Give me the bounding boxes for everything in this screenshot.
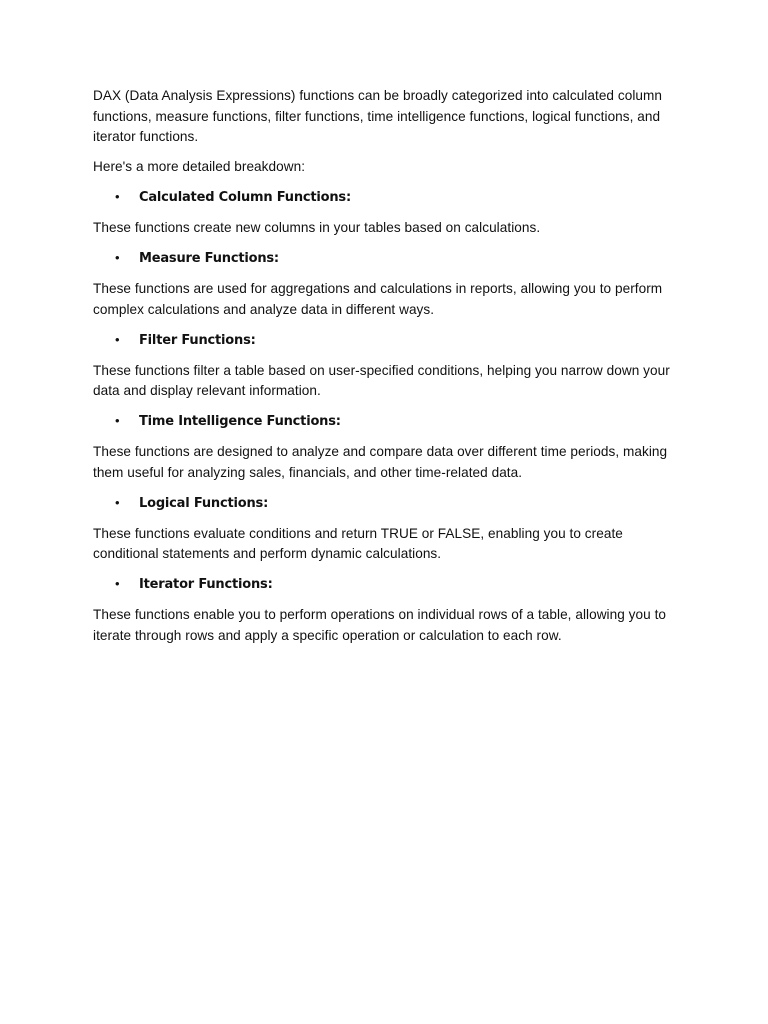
- bullet-icon: •: [115, 250, 120, 265]
- document-page: [93, 86, 683, 656]
- bullet-icon: •: [115, 331, 120, 347]
- section-bullet-logical: [93, 493, 683, 515]
- section-title: Filter Functions:: [139, 332, 256, 348]
- section-description: These functions enable you to perform operations on individual rows of a table, allowing you to iterate through rows and apply a specific operation or calculation to each row.: [93, 607, 667, 643]
- section-bullet-calculated-column: [93, 187, 683, 209]
- section-title: Measure Functions:: [139, 251, 279, 266]
- section-bullet-iterator: [93, 574, 683, 596]
- bullet-icon: •: [115, 576, 120, 591]
- bullet-icon: •: [115, 413, 120, 428]
- section-description: These functions evaluate conditions and return TRUE or FALSE, enabling you to create conditional statements and perform dynamic calculations.: [93, 525, 623, 561]
- section-title: Calculated Column Functions:: [139, 190, 351, 205]
- breakdown-heading: Here's a more detailed breakdown:: [93, 159, 306, 174]
- intro-paragraph: DAX (Data Analysis Expressions) functions can be broadly categorized into calculated column functions, measure functions, filter functions, time intelligence functions, logical functions, and iterator functions.: [93, 88, 662, 144]
- section-description: These functions filter a table based on user-specified conditions, helping you narrow down your data and display relevant information.: [93, 362, 670, 398]
- section-bullet-time-intelligence: [93, 411, 683, 433]
- section-title: Iterator Functions:: [139, 577, 273, 592]
- bullet-icon: •: [115, 189, 120, 204]
- section-title: Logical Functions:: [139, 495, 269, 511]
- bullet-icon: •: [115, 494, 120, 510]
- section-description: These functions are designed to analyze and compare data over different time periods, making them useful for analyzing sales, financials, and other time-related data.: [93, 444, 668, 480]
- section-description: These functions are used for aggregations and calculations in reports, allowing you to perform complex calculations and analyze data in different ways.: [93, 281, 663, 317]
- section-title: Time Intelligence Functions:: [139, 414, 341, 429]
- section-bullet-measure: [93, 248, 683, 270]
- section-bullet-filter: [93, 330, 683, 352]
- section-description: These functions create new columns in your tables based on calculations.: [93, 220, 541, 235]
